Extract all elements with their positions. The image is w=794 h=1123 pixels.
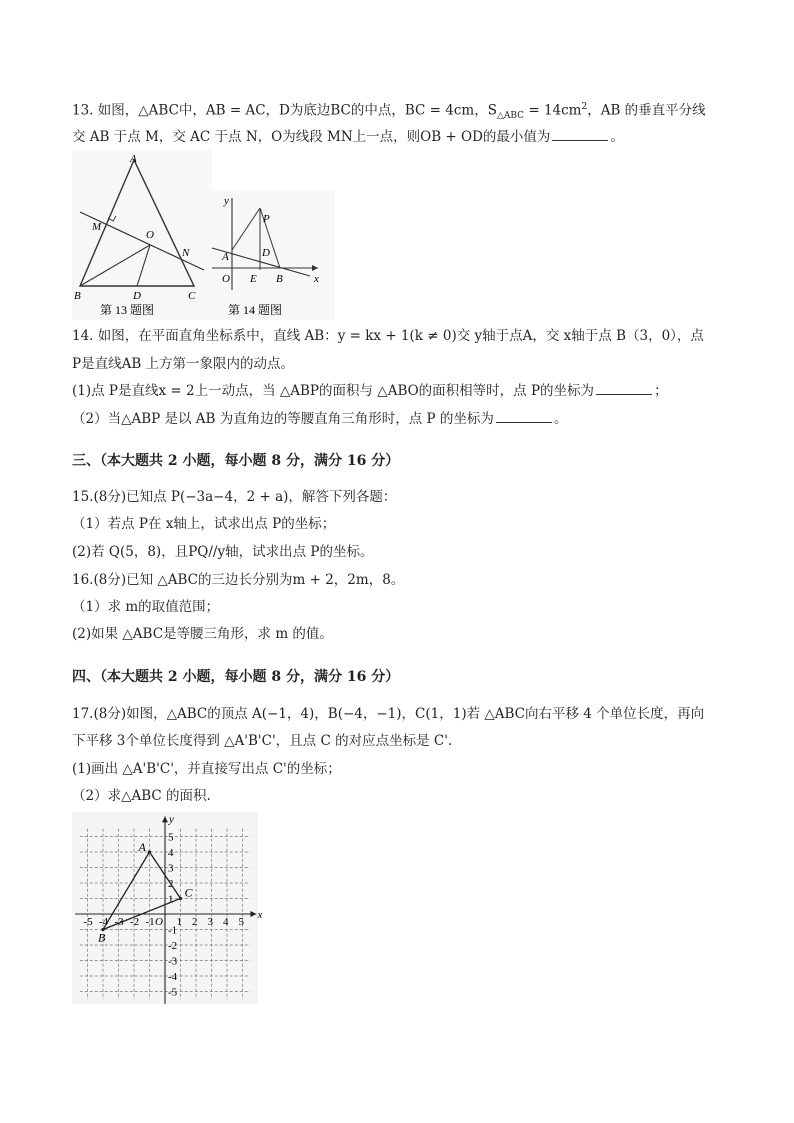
origin-label: O — [155, 916, 163, 928]
label-O14: O — [222, 273, 230, 285]
q15-line2: （1）若点 P在 x轴上，试求出点 P的坐标； — [72, 516, 336, 532]
x-axis-label: x — [257, 909, 263, 921]
figure-14 — [210, 190, 335, 320]
x-tick-label: -4 — [99, 916, 109, 928]
label-point-C: C — [184, 885, 193, 900]
y-tick-label: 3 — [168, 862, 174, 875]
x-tick-label: -3 — [114, 916, 124, 928]
label-point-B: B — [98, 930, 106, 945]
x-tick-label: -5 — [83, 916, 93, 928]
q16-line3: (2)如果 △ABC是等腰三角形，求 m 的值。 — [72, 626, 333, 642]
answer-blank[interactable] — [496, 410, 552, 423]
q14-line2: P是直线AB 上方第一象限内的动点。 — [72, 356, 295, 372]
q15-line1: 15.(8分)已知点 P(−3a−4，2 + a)，解答下列各题： — [72, 489, 397, 505]
x-tick-label: 5 — [238, 916, 244, 928]
label-D14: D — [262, 247, 270, 259]
point-A — [148, 850, 151, 853]
y-tick-label: -5 — [168, 986, 178, 999]
label-O: O — [146, 229, 154, 241]
label-M: M — [92, 221, 102, 233]
y-tick-label: -2 — [168, 940, 178, 952]
label-A14: A — [222, 251, 229, 263]
q13-line2: 交 AB 于点 M，交 AC 于点 N，O为线段 MN上一点，则OB + OD的最小值为 。 — [72, 129, 624, 145]
q17-line2: 下平移 3个单位长度得到 △A'B'C'，且点 C 的对应点坐标是 C'. — [72, 733, 453, 749]
label-A: A — [130, 153, 137, 165]
label-E: E — [250, 273, 257, 285]
q17-line1: 17.(8分)如图，△ABC的顶点 A(−1，4)，B(−4，−1)，C(1，1)若 △ABC向右平移 4 个单位长度，再向 — [72, 706, 705, 722]
q13-line1: 13. 如图，△ABC中，AB = AC，D为底边BC的中点，BC = 4cm，$S_{\triangle ABC} = 14cm^2$，AB 的垂直平分线 — [72, 102, 706, 122]
q16-line2: （1）求 m的取值范围； — [72, 599, 220, 615]
label-B: B — [74, 290, 81, 302]
q14-line1: 14. 如图，在平面直角坐标系中，直线 AB：y = kx + 1(k ≠ 0)交 y轴于点A，交 x轴于点 B（3，0），点 — [72, 328, 704, 344]
q14-line3: (1)点 P是直线x = 2上一动点，当 △ABP的面积与 △ABO的面积相等时，点 P的坐标为 ； — [72, 383, 668, 399]
x-tick-label: 2 — [192, 916, 198, 928]
caption-13: 第 13 题图 — [100, 303, 155, 317]
label-point-A: A — [138, 840, 146, 854]
x-tick-label: -1 — [145, 916, 155, 928]
answer-blank[interactable] — [596, 382, 652, 395]
y-tick-label: -3 — [168, 955, 178, 968]
label-y: y — [224, 195, 229, 207]
label-D: D — [133, 290, 141, 302]
x-tick-label: 3 — [207, 916, 213, 928]
x-tick-label: -2 — [130, 916, 140, 928]
q14-line4: （2）当△ABP 是以 AB 为直角边的等腰直角三角形时，点 P 的坐标为 。 — [72, 411, 568, 427]
y-axis-label: y — [169, 813, 174, 826]
y-tick-label: -4 — [168, 971, 178, 983]
figure-13 — [72, 150, 212, 320]
y-tick-label: 2 — [168, 878, 174, 890]
q16-line1: 16.(8分)已知 △ABC的三边长分别为m + 2，2m，8。 — [72, 572, 405, 588]
coordinate-grid — [72, 812, 263, 1004]
label-N: N — [182, 247, 190, 259]
y-tick-label: 4 — [168, 847, 174, 859]
section-3-heading: 三、（本大题共 2 小题，每小题 8 分，满分 16 分） — [72, 453, 400, 469]
point-C — [179, 897, 182, 900]
label-P: P — [263, 213, 270, 225]
label-C: C — [188, 290, 196, 302]
label-x: x — [314, 273, 319, 285]
y-tick-label: -1 — [168, 924, 178, 937]
q15-line3: (2)若 Q(5，8)，且PQ//y轴，试求出点 P的坐标。 — [72, 544, 374, 560]
answer-blank[interactable] — [552, 128, 608, 141]
label-B14: B — [276, 273, 283, 285]
q17-line3: (1)画出 △A'B'C'，并直接写出点 C'的坐标； — [72, 761, 341, 777]
q17-line4: （2）求△ABC 的面积. — [72, 788, 211, 804]
y-tick-label: 1 — [168, 893, 174, 906]
y-tick-label: 5 — [168, 831, 174, 844]
section-4-heading: 四、（本大题共 2 小题，每小题 8 分，满分 16 分） — [72, 669, 400, 685]
x-tick-label: 1 — [176, 916, 182, 928]
caption-14: 第 14 题图 — [228, 303, 283, 317]
x-tick-label: 4 — [223, 916, 229, 928]
